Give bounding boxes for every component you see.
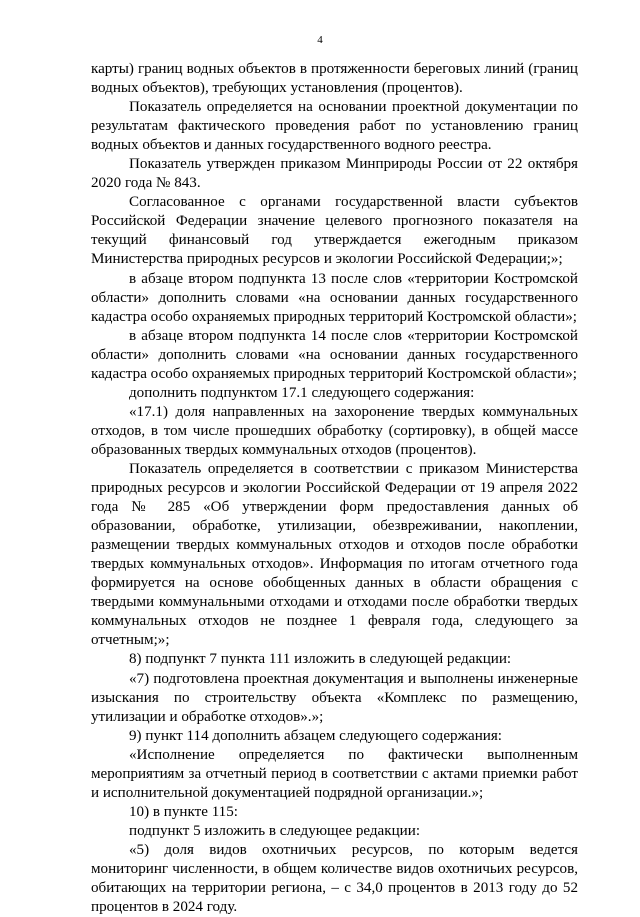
paragraph: Показатель определяется на основании проектной документации по результатам фактического проведения работ по установлению границ водных объектов и данных государственного водного реестра. [91,99,578,154]
paragraph: Показатель определяется в соответствии с приказом Министерства природных ресурсов и экологии Российской Федерации от 19 апреля 2022 года № 285 «Об утверждении форм предоставления данных об образовании, обработке, утилизации, обезвреживании, накоплении, размещении твердых коммунальных отходов и отходов после обработки твердых коммунальных отходов». Информация по итогам отчетного года формируется на основе обобщенных данных в области обращения с твердыми коммунальными отходами и отходами после обработки твердых коммунальных отходов не позднее 1 февраля года, следующего за отчетным;»; [91,460,578,649]
paragraph: в абзаце втором подпункта 13 после слов «территории Костромской области» дополнить словами «на основании данных государственного кадастра особо охраняемых природных территорий Костромской области»; [91,270,578,325]
paragraph: «17.1) доля направленных на захоронение твердых коммунальных отходов, в том числе прошедших обработку (сортировку), в общей массе образованных твердых коммунальных отходов (процентов). [91,403,578,458]
paragraph: подпункт 5 изложить в следующее редакции: [129,822,421,839]
document-body [91,60,578,917]
paragraph: в абзаце втором подпункта 14 после слов «территории Костромской области» дополнить словами «на основании данных государственного кадастра особо охраняемых природных территорий Костромской области»; [91,327,578,382]
paragraph: карты) границ водных объектов в протяженности береговых линий (границ водных объектов), требующих установления (процентов). [91,61,578,97]
page-number: 4 [317,34,323,46]
paragraph: 10) в пункте 115: [129,803,238,820]
paragraph: «Исполнение определяется по фактически выполненным мероприятиям за отчетный период в соответствии с актами приемки работ и исполнительной документацией подрядной организации.»; [91,746,578,801]
paragraph: 8) подпункт 7 пункта 111 изложить в следующей редакции: [129,651,512,668]
paragraph: 9) пункт 114 дополнить абзацем следующего содержания: [129,727,502,744]
paragraph: Показатель утвержден приказом Минприроды России от 22 октября 2020 года № 843. [91,156,578,192]
paragraph: Согласованное с органами государственной власти субъектов Российской Федерации значение целевого прогнозного показателя на текущий финансовый год утверждается ежегодным приказом Министерства природных ресурсов и экологии Российской Федерации;»; [91,194,578,268]
paragraph: «7) подготовлена проектная документация и выполнены инженерные изыскания по строительству объекта «Комплекс по размещению, утилизации и обработке отходов».»; [91,670,578,725]
paragraph: «5) доля видов охотничьих ресурсов, по которым ведется мониторинг численности, в общем количестве видов охотничьих ресурсов, обитающих на территории региона, – с 34,0 процентов в 2013 году до 52 процентов в 2024 году. [91,841,578,916]
paragraph: дополнить подпунктом 17.1 следующего содержания: [129,384,475,401]
